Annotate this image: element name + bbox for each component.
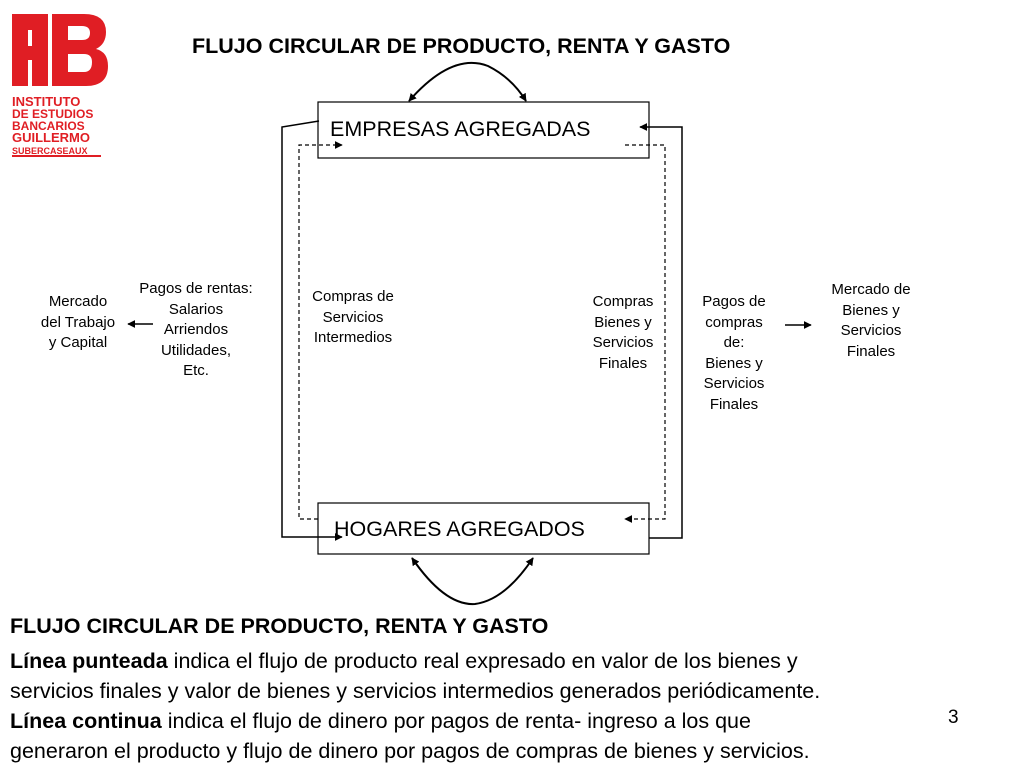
mercado-trabajo-label (28, 292, 128, 354)
pagos-compras-line: de: (723, 334, 745, 351)
mercado-trabajo-line: Mercado (48, 293, 108, 310)
mercado-trabajo-line: del Trabajo (40, 313, 116, 331)
bottom-title: FLUJO CIRCULAR DE PRODUCTO, RENTA Y GASTO (10, 614, 549, 638)
pagos-rentas-label (126, 279, 266, 382)
pagos-compras-line: compras (705, 313, 763, 331)
compras-finales-line: Bienes y (594, 313, 652, 331)
mercado-bienes-line: Mercado de (831, 281, 911, 298)
compras-finales-label (578, 292, 668, 374)
pagos-rentas-line: Salarios (168, 300, 224, 318)
solid-line-text-1: indica el flujo de dinero por pagos de renta- ingreso a los que (161, 709, 751, 733)
logo-text-line-3: BANCARIOS (12, 119, 85, 133)
mercado-bienes-line: Bienes y (842, 301, 900, 319)
pagos-compras-line: Pagos de (702, 293, 766, 310)
pagos-rentas-line: Pagos de rentas: (139, 280, 253, 297)
solid-line-explanation (10, 706, 751, 736)
compras-finales-line: Compras (592, 293, 654, 310)
logo-text-line-1: INSTITUTO (12, 94, 81, 109)
mercado-bienes-line: Finales (846, 342, 896, 360)
pagos-compras-line: Finales (709, 395, 759, 413)
logo-text-line-4: GUILLERMO (12, 130, 90, 145)
compras-intermedios-line: Servicios (322, 308, 384, 326)
bottom-curve-arrow (412, 558, 533, 604)
compras-finales-line: Servicios (592, 334, 654, 351)
solid-line-term: Línea continua (10, 709, 162, 733)
solid-line-explanation-cont: generaron el producto y flujo de dinero por pagos de compras de bienes y servicios. (10, 739, 810, 763)
pagos-rentas-line: Arriendos (163, 321, 229, 338)
logo-text-line-2: DE ESTUDIOS (12, 107, 94, 121)
compras-intermedios-line: Intermedios (313, 329, 393, 346)
compras-intermedios-label (297, 287, 409, 349)
pagos-compras-line: Bienes y (705, 354, 763, 372)
dashed-line-term: Línea punteada (10, 649, 168, 673)
logo-text-line-5: SUBERCASEAUX (12, 146, 88, 156)
pagos-compras-label (689, 292, 779, 415)
logo-mark (12, 14, 108, 86)
pagos-rentas-line: Utilidades, (160, 341, 232, 359)
top-curve-arrow (409, 63, 526, 101)
dashed-line-explanation-cont: servicios finales y valor de bienes y servicios intermedios generados periódicamente. (10, 679, 821, 703)
pagos-compras-line: Servicios (703, 375, 765, 392)
dashed-line-text-1: indica el flujo de producto real expresado en valor de los bienes y (167, 649, 798, 673)
page-number: 3 (948, 707, 959, 728)
pagos-rentas-line: Etc. (183, 362, 209, 379)
hogares-label: HOGARES AGREGADOS (334, 517, 585, 541)
dashed-line-explanation (10, 646, 798, 676)
mercado-bienes-line: Servicios (840, 322, 902, 339)
compras-intermedios-line: Compras de (312, 288, 394, 305)
empresas-label: EMPRESAS AGREGADAS (330, 117, 591, 141)
page-title: FLUJO CIRCULAR DE PRODUCTO, RENTA Y GASTO (192, 34, 731, 58)
compras-finales-line: Finales (598, 354, 648, 372)
mercado-trabajo-line: y Capital (48, 334, 108, 351)
mercado-bienes-label (816, 280, 926, 362)
